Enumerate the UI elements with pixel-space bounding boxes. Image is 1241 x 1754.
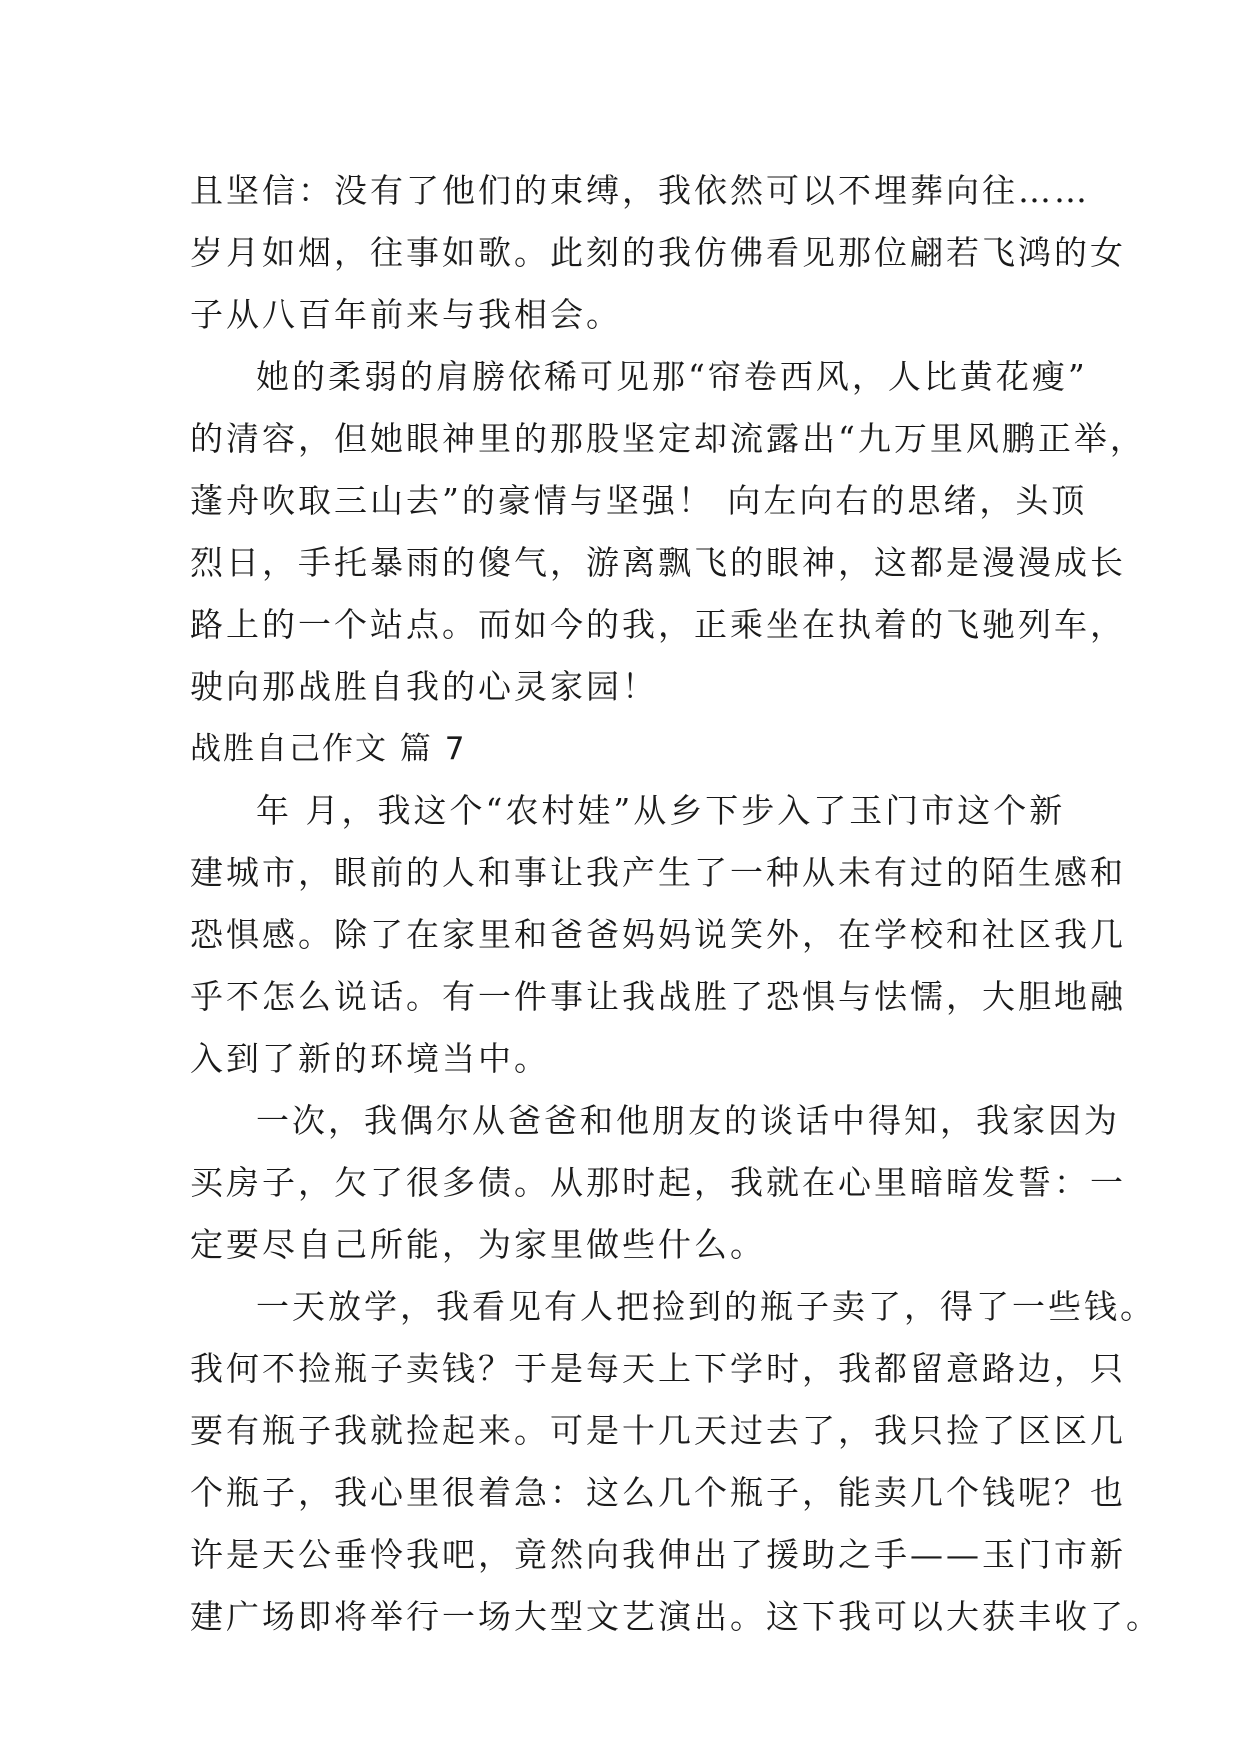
text-line: 年 月，我这个“农村娃”从乡下步入了玉门市这个新 (256, 791, 1066, 830)
section-heading: 战胜自己作文 篇 7 (190, 731, 467, 767)
text-line: 我何不捡瓶子卖钱？于是每天上下学时，我都留意路边，只 (190, 1349, 1126, 1388)
text-line: 定要尽自己所能，为家里做些什么。 (190, 1225, 766, 1264)
text-line: 要有瓶子我就捡起来。可是十几天过去了，我只捡了区区几 (190, 1411, 1126, 1450)
text-line: 恐惧感。除了在家里和爸爸妈妈说笑外，在学校和社区我几 (190, 915, 1126, 954)
text-line: 岁月如烟，往事如歌。此刻的我仿佛看见那位翩若飞鸿的女 (190, 233, 1126, 272)
text-line: 驶向那战胜自我的心灵家园！ (190, 667, 658, 706)
text-line: 她的柔弱的肩膀依稀可见那“帘卷西风，人比黄花瘦” (256, 357, 1088, 396)
text-line: 子从八百年前来与我相会。 (190, 295, 622, 334)
text-line: 路上的一个站点。而如今的我，正乘坐在执着的飞驰列车， (190, 605, 1126, 644)
text-line: 蓬舟吹取三山去”的豪情与坚强！ 向左向右的思绪，头顶 (190, 481, 1088, 520)
text-line: 建城市，眼前的人和事让我产生了一种从未有过的陌生感和 (190, 853, 1126, 892)
document-body (190, 160, 1162, 1648)
text-line: 许是天公垂怜我吧，竟然向我伸出了援助之手——玉门市新 (190, 1535, 1126, 1574)
text-line: 入到了新的环境当中。 (190, 1039, 550, 1078)
text-line: 买房子，欠了很多债。从那时起，我就在心里暗暗发誓：一 (190, 1163, 1126, 1202)
text-line: 一天放学，我看见有人把捡到的瓶子卖了，得了一些钱。 (256, 1287, 1156, 1326)
text-line: 的清容，但她眼神里的那股坚定却流露出“九万里风鹏正举， (190, 419, 1146, 458)
text-line: 且坚信：没有了他们的束缚，我依然可以不埋葬向往…… (190, 171, 1090, 210)
text-line: 个瓶子，我心里很着急：这么几个瓶子，能卖几个钱呢？也 (190, 1473, 1126, 1512)
text-line: 一次，我偶尔从爸爸和他朋友的谈话中得知，我家因为 (256, 1101, 1120, 1140)
text-line: 建广场即将举行一场大型文艺演出。这下我可以大获丰收了。 (190, 1597, 1162, 1636)
text-line: 烈日，手托暴雨的傻气，游离飘飞的眼神，这都是漫漫成长 (190, 543, 1126, 582)
text-line: 乎不怎么说话。有一件事让我战胜了恐惧与怯懦，大胆地融 (190, 977, 1126, 1016)
